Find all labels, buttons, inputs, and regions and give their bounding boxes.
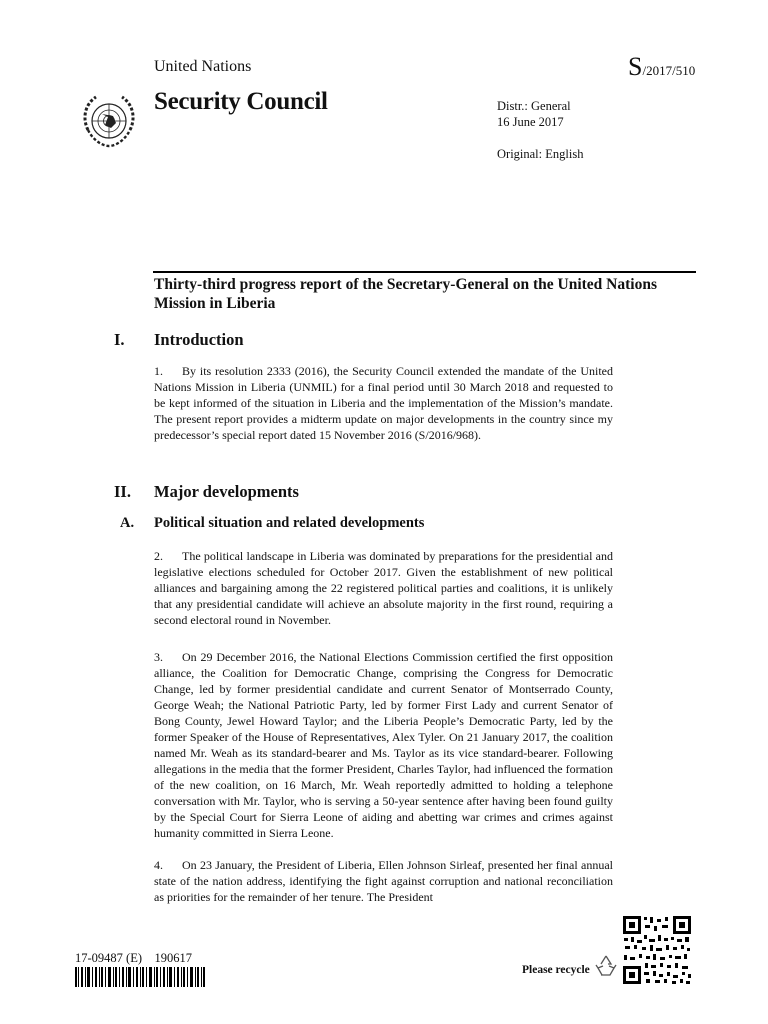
distribution-label: Distr.: General (497, 99, 571, 113)
section-title: Introduction (154, 330, 244, 349)
paragraph-3 (154, 649, 613, 841)
symbol-letter: S (628, 52, 643, 81)
paragraph-text: On 23 January, the President of Liberia, Ellen Johnson Sirleaf, presented her final annual state of the nation address, identifying the fight against corruption and national reconciliation as priorities for the remainder of her tenure. The President (154, 858, 613, 904)
document-symbol (628, 52, 695, 82)
original-language: Original: English (497, 147, 584, 161)
paragraph-text: The political landscape in Liberia was dominated by preparations for the presidential and legislative elections scheduled for October 2017. Given the establishment of new political alliances and bargaining among the 22 registered political parties and coalitions, it is unlikely that any presidential candidate will achieve an absolute majority in the first round, requiring a second electoral round in November. (154, 549, 613, 627)
recycle-notice: Please recycle (522, 964, 590, 976)
title-rule (153, 271, 696, 273)
paragraph-text: On 29 December 2016, the National Elections Commission certified the first opposition alliance, the Coalition for Democratic Change, comprising the Congress for Democratic Change, led by former presidential candidate and current Senator of Montserrado County, George Weah; the National Patriotic Party, led by former First Lady and current Senator of Bong County, Jewel Howard Taylor; and the Liberia People’s Democratic Party, led by the former Speaker of the House of Representatives, Alex Tyler. On 21 January 2017, the coalition named Mr. Weah as its standard-bearer and Ms. Taylor as its vice standard-bearer. Following allegations in the media that the former President, Charles Taylor, had influenced the formation of the new coalition, on 16 March, Mr. Weah reportedly admitted to holding a telephone conversation with Mr. Taylor, who is serving a 50-year sentence after having been found guilty by the Special Court for Sierra Leone of aiding and abetting war crimes and crimes against humanity committed in Sierra Leone. (154, 650, 613, 840)
paragraph-4 (154, 857, 613, 905)
paragraph-2 (154, 548, 613, 628)
subsection-letter: A. (120, 515, 135, 531)
distribution-block (497, 98, 583, 162)
section-number: II. (114, 482, 131, 501)
subsection-heading-political (120, 515, 425, 532)
paragraph-number: 3. (154, 650, 163, 664)
report-title: Thirty-third progress report of the Secretary-General on the United Nations Mission in Liberia (154, 276, 657, 312)
section-number: I. (114, 330, 125, 349)
organization-name: United Nations (154, 58, 252, 75)
un-emblem-icon (78, 92, 140, 154)
symbol-number: /2017/510 (642, 63, 696, 78)
section-heading-introduction (114, 330, 244, 350)
barcode-icon (75, 967, 205, 987)
subsection-title: Political situation and related developments (154, 515, 425, 531)
section-title: Major developments (154, 482, 299, 501)
document-code: 17-09487 (E) 190617 (75, 951, 192, 965)
qr-code-icon (622, 915, 692, 985)
document-date: 16 June 2017 (497, 115, 564, 129)
paragraph-text: By its resolution 2333 (2016), the Security Council extended the mandate of the United Nations Mission in Liberia (UNMIL) for a final period until 30 March 2018 and requested to be kept informed of the situation in Liberia and the implementation of the Mission’s mandate. The present report provides a midterm update on major developments in the country since my predecessor’s special report dated 15 November 2016 (S/2016/968). (154, 364, 613, 442)
paragraph-number: 4. (154, 858, 163, 872)
paragraph-1 (154, 363, 613, 443)
section-heading-major-developments (114, 482, 299, 502)
recycle-icon (593, 953, 619, 979)
paragraph-number: 2. (154, 549, 163, 563)
council-title: Security Council (154, 88, 328, 115)
paragraph-number: 1. (154, 364, 163, 378)
